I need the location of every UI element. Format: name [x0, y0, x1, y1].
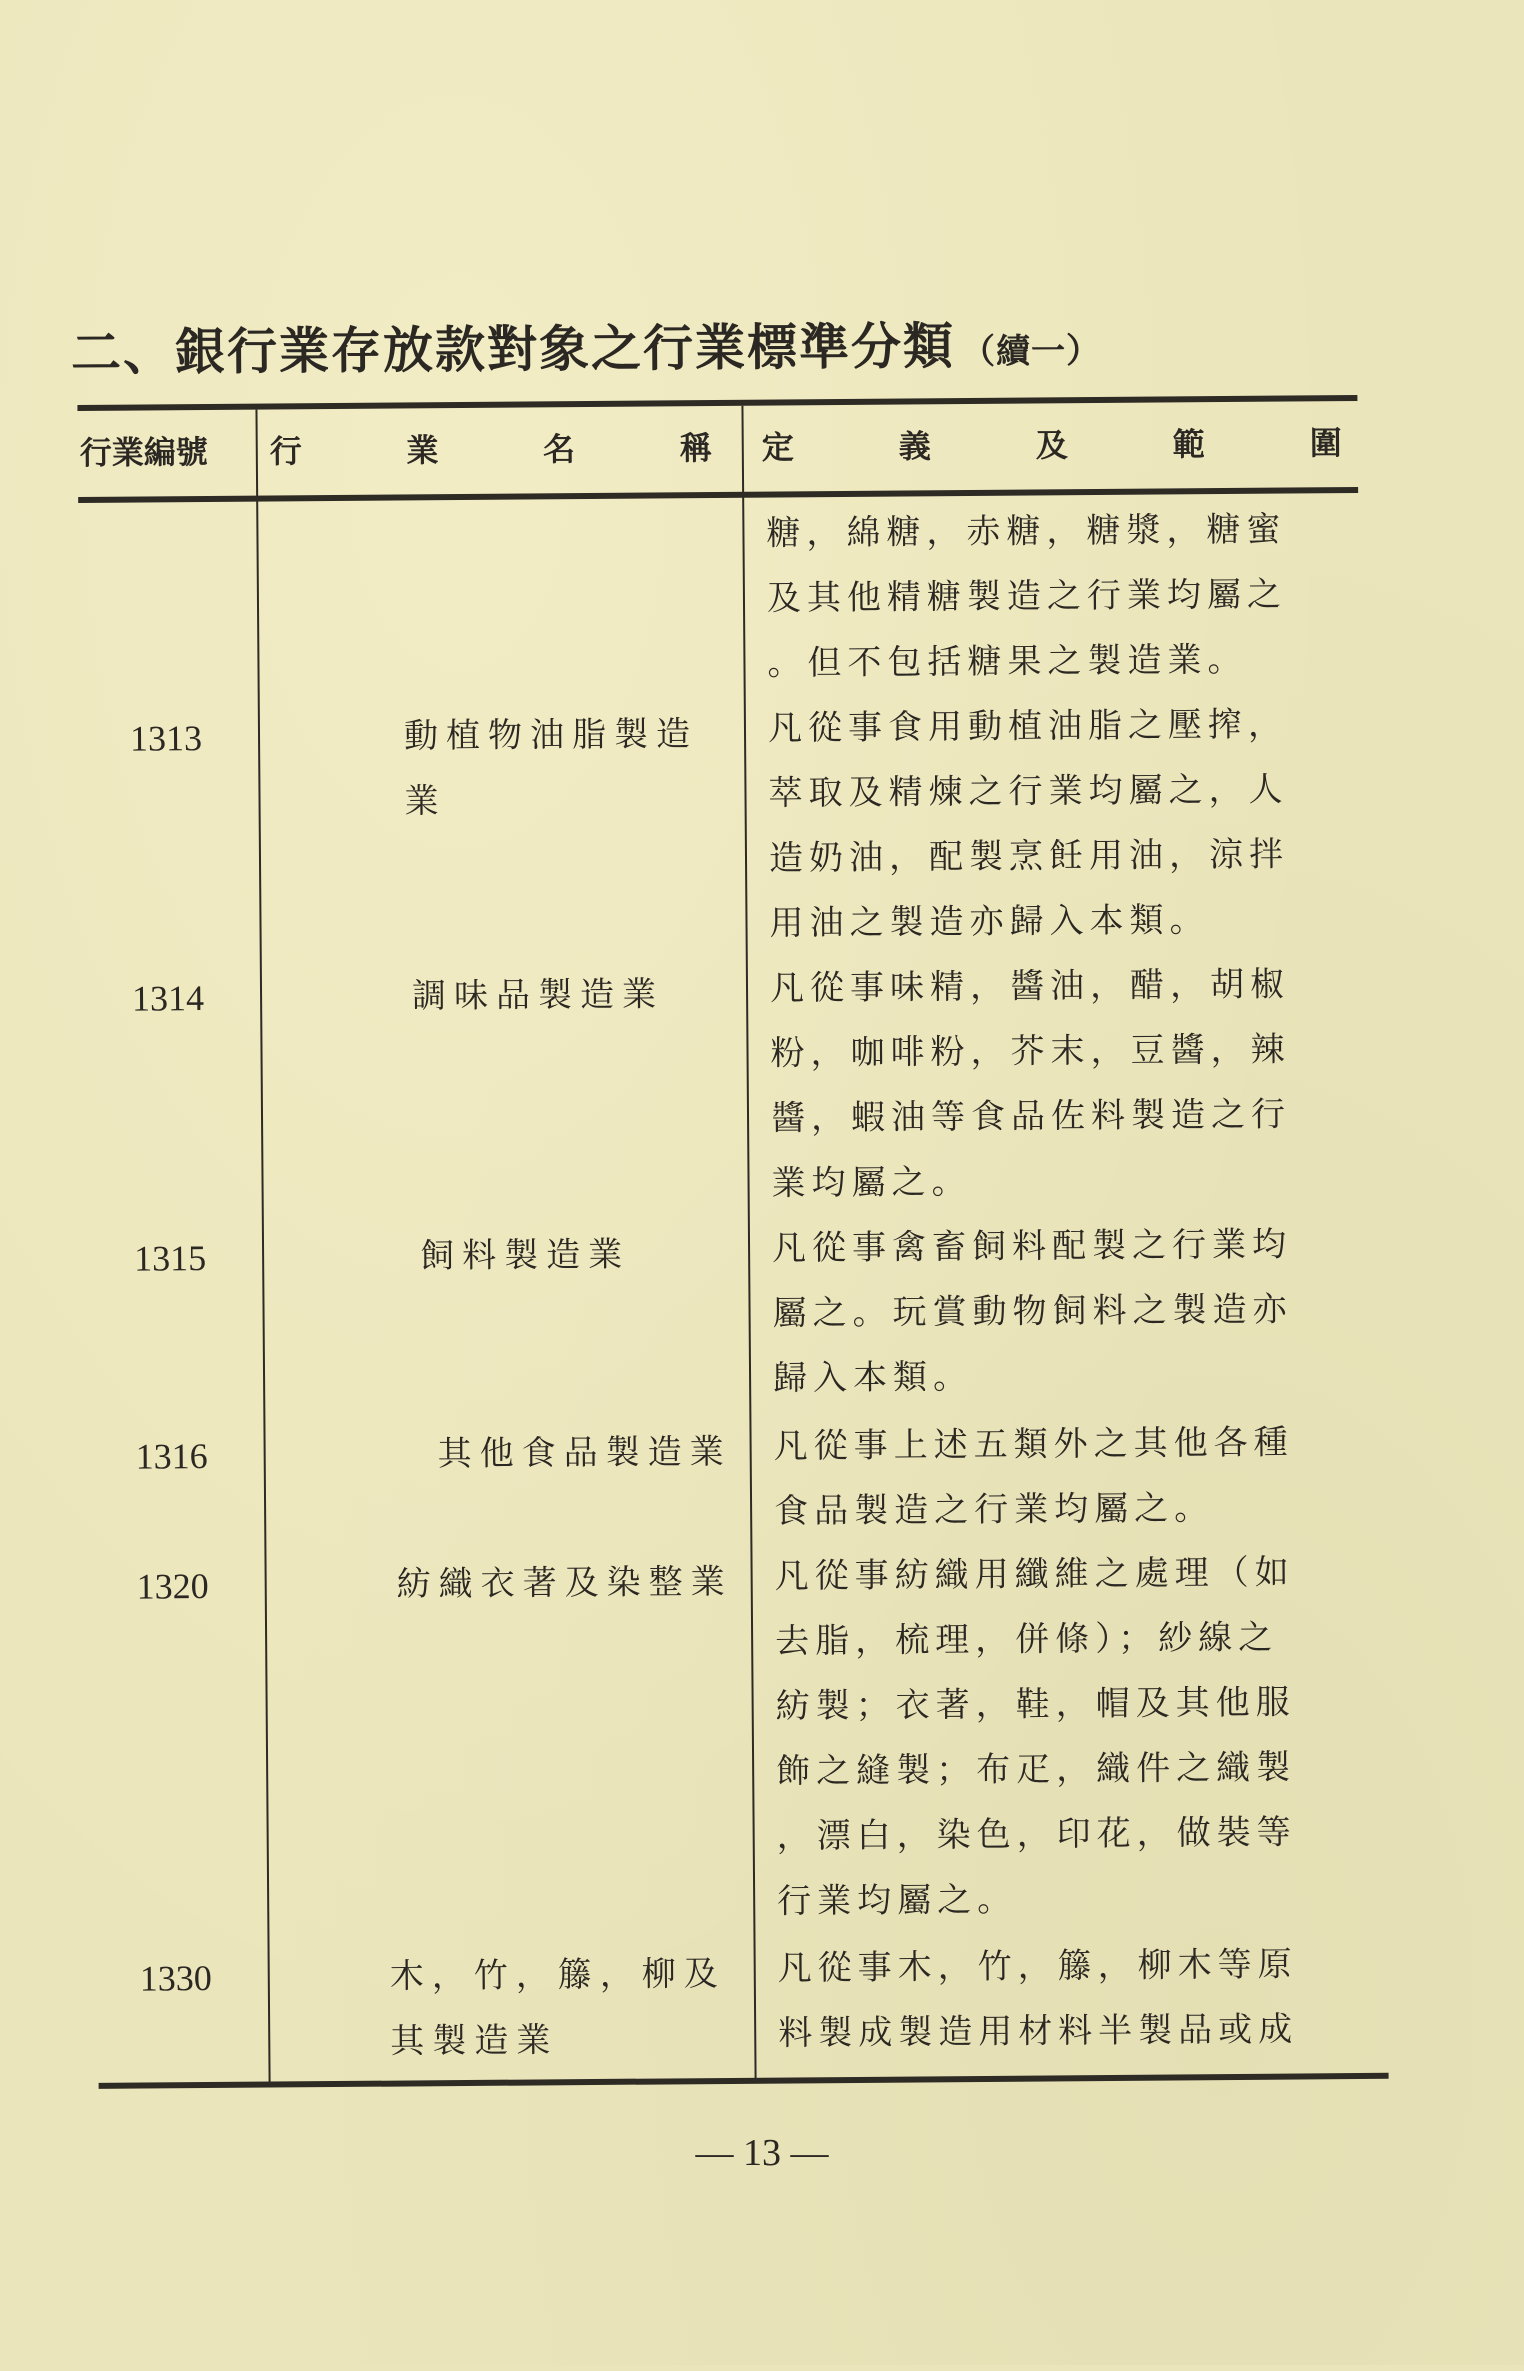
table-row-definition: [773, 1410, 1374, 1545]
header-char: 定: [761, 428, 794, 467]
table-top-rule: [77, 395, 1357, 411]
header-char: 業: [406, 431, 439, 470]
industry-code: 1313: [129, 718, 203, 759]
table-row-definition: [772, 1212, 1374, 1412]
header-char: 稱: [679, 429, 712, 468]
definition-line: 食品製造之行業均屬之。: [773, 1488, 1215, 1532]
industry-name-line: 動植物油脂製造: [403, 714, 699, 757]
definition-line: 凡從事上述五類外之其他各種: [773, 1422, 1294, 1467]
table-row-definition: [770, 952, 1372, 1217]
definition-line: 凡從事紡織用纖維之處理（如: [774, 1552, 1295, 1597]
definition-line: 歸入本類。: [772, 1357, 974, 1399]
definition-line: 糖，綿糖，赤糖，糖漿，糖蜜: [766, 509, 1287, 554]
header-industry-code: 行業編號: [79, 432, 208, 473]
header-char: 及: [1035, 426, 1068, 465]
industry-name: [390, 1942, 751, 2075]
definition-line: ，漂白，染色，印花，做裝等: [776, 1812, 1297, 1857]
industry-code: 1314: [131, 978, 205, 1019]
header-definition-scope: [762, 413, 1342, 478]
header-char: 圍: [1309, 424, 1342, 463]
definition-line: 造奶油，配製烹飪用油，涼拌: [768, 834, 1290, 879]
industry-name-line: 其製造業: [390, 2020, 559, 2062]
header-char: 名: [542, 430, 576, 469]
table-bottom-rule: [99, 2073, 1389, 2089]
industry-name: [301, 1420, 731, 1488]
definition-line: 業均屬之。: [771, 1162, 972, 1204]
definition-line: 屬之。玩賞動物飼料之製造亦: [772, 1289, 1293, 1334]
title-text: 二、銀行業存放款對象之行業標準分類: [70, 316, 956, 383]
industry-name: [420, 1222, 780, 1290]
definition-line: 凡從事味精，醬油，醋，胡椒: [769, 964, 1291, 1009]
industry-name-line: 調味品製造業: [411, 974, 665, 1017]
definition-line: 。但不包括糖果之製造業。: [767, 639, 1248, 684]
table-row-definition: [777, 1932, 1378, 2067]
industry-name-line: 飼料製造業: [419, 1234, 631, 1277]
header-char: 行: [269, 432, 302, 471]
definition-line: 凡從事禽畜飼料配製之行業均: [771, 1224, 1293, 1269]
industry-code: 1330: [139, 1958, 212, 1999]
header-char: 義: [898, 427, 931, 466]
industry-name: [302, 1550, 732, 1618]
industry-name-line: 其他食品製造業: [437, 1431, 732, 1475]
industry-code: 1316: [135, 1436, 208, 1477]
industry-name: [404, 702, 765, 835]
table-row-definition: [768, 692, 1370, 957]
header-char: 範: [1172, 425, 1205, 464]
definition-line: 去脂，梳理，併條）；紗線之: [774, 1617, 1279, 1662]
table-row-definition: [774, 1540, 1377, 1935]
industry-name-line: 木，竹，籐，柳及: [389, 1953, 726, 1997]
industry-code: 1320: [136, 1566, 209, 1607]
definition-line: 凡從事木，竹，籐，柳木等原: [777, 1944, 1298, 1989]
industry-name-line: 紡織衣著及染整業: [396, 1561, 733, 1605]
definition-line: 粉，咖啡粉，芥末，豆醬，辣: [770, 1029, 1291, 1074]
industry-name: [412, 962, 772, 1030]
page-number: — 13 —: [695, 2132, 829, 2174]
table-row-definition: [766, 497, 1368, 697]
industry-name-line: 業: [404, 781, 447, 822]
definition-line: 飾之縫製；布疋，織件之織製: [776, 1747, 1297, 1792]
definition-line: 用油之製造亦歸入本類。: [769, 900, 1210, 944]
definition-line: 凡從事食用動植油脂之壓搾，: [767, 704, 1289, 749]
definition-line: 料製成製造用材料半製品或成: [778, 2009, 1299, 2054]
page-title: [71, 315, 1101, 389]
header-industry-name: [270, 418, 720, 482]
title-continuation: （續一）: [960, 330, 1102, 373]
industry-code: 1315: [133, 1238, 207, 1279]
definition-line: 行業均屬之。: [777, 1879, 1018, 1922]
definition-line: 及其他精糖製造之行業均屬之: [766, 574, 1288, 619]
definition-line: 紡製；衣著，鞋，帽及其他服: [775, 1682, 1296, 1727]
column-divider-1: [255, 410, 270, 2084]
definition-line: 醬，蝦油等食品佐料製造之行: [770, 1094, 1292, 1139]
definition-line: 萃取及精煉之行業均屬之，人: [768, 769, 1289, 814]
